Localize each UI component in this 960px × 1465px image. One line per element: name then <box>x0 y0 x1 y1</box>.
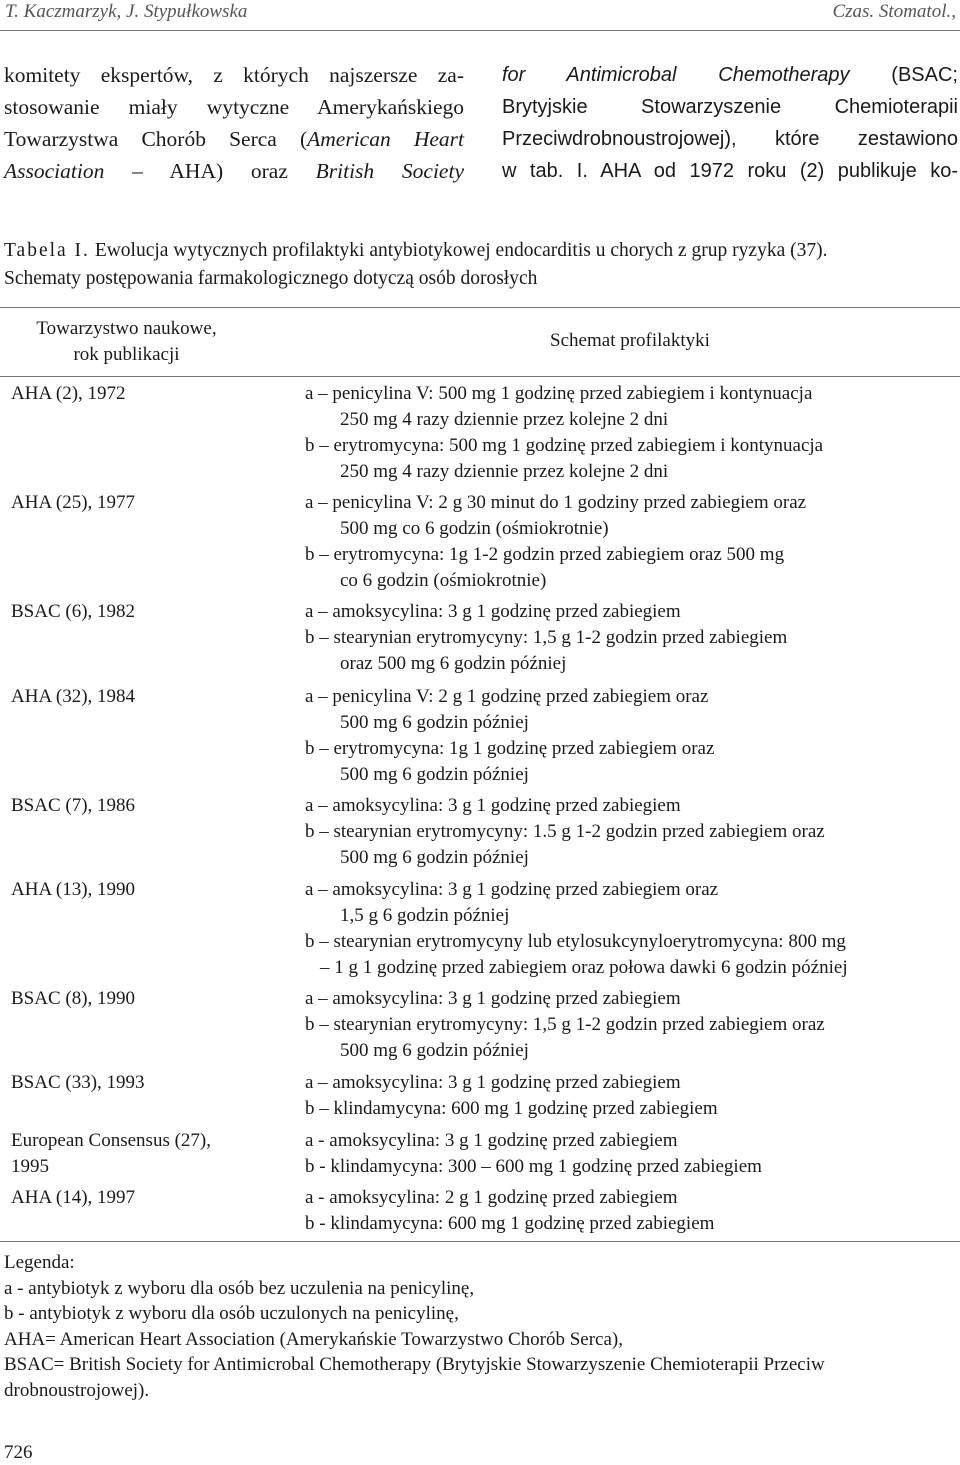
scheme-cell <box>305 490 960 594</box>
scheme-line: a – penicylina V: 500 mg 1 godzinę przed zabiegiem i kontynuacja <box>305 383 813 404</box>
legend-line: drobnoustrojowej). <box>4 1379 150 1401</box>
running-header-authors: T. Kaczmarzyk, J. Stypułkowska <box>5 1 248 22</box>
society-cell <box>11 877 281 903</box>
body-line: stosowanie miały wytyczne Amerykańskiego <box>4 95 464 119</box>
society-text: AHA (32), 1984 <box>11 686 136 707</box>
scheme-line: 1,5 g 6 godzin później <box>340 905 510 926</box>
column-header-line: Towarzystwo naukowe, <box>36 318 217 339</box>
scheme-line: a – amoksycylina: 3 g 1 godzinę przed zabiegiem <box>305 795 681 816</box>
table-label: Tabela I. <box>4 240 90 261</box>
body-line: Przeciwdrobnoustrojowej), które zestawiono <box>502 128 958 150</box>
body-text: Towarzystwa Chorób Serca ( <box>4 127 308 151</box>
page-number: 726 <box>4 1442 33 1463</box>
scheme-line: a – amoksycylina: 3 g 1 godzinę przed zabiegiem <box>305 988 681 1009</box>
scheme-line: b - klindamycyna: 600 mg 1 godzinę przed zabiegiem <box>305 1213 715 1234</box>
society-text: BSAC (8), 1990 <box>11 988 136 1009</box>
legend-line: a - antybiotyk z wyboru dla osób bez uczulenia na penicylinę, <box>4 1277 475 1299</box>
scheme-line: – 1 g 1 godzinę przed zabiegiem oraz połowa dawki 6 godzin później <box>320 957 848 978</box>
column-header-scheme: Schemat profilaktyki <box>550 330 710 351</box>
scheme-line: b – stearynian erytromycyny lub etylosukcynyloerytromycyna: 800 mg <box>305 931 846 952</box>
scheme-line: 500 mg 6 godzin później <box>340 847 529 868</box>
society-text: AHA (2), 1972 <box>11 383 126 404</box>
body-line: w tab. I. AHA od 1972 roku (2) publikuje ko- <box>502 160 958 182</box>
body-line <box>502 59 958 91</box>
scheme-cell <box>305 1185 960 1237</box>
scheme-line: 250 mg 4 razy dziennie przez kolejne 2 dni <box>340 409 669 430</box>
scheme-line: b – klindamycyna: 600 mg 1 godzinę przed zabiegiem <box>305 1098 718 1119</box>
scheme-cell <box>305 877 960 981</box>
header-divider <box>0 30 960 31</box>
body-text: (BSAC; <box>849 64 958 86</box>
body-line <box>4 123 464 155</box>
scheme-line: 500 mg 6 godzin później <box>340 1040 529 1061</box>
society-text: 1995 <box>11 1156 49 1177</box>
scheme-line: co 6 godzin (ośmiokrotnie) <box>340 570 547 591</box>
scheme-cell <box>305 599 960 677</box>
scheme-line: a – amoksycylina: 3 g 1 godzinę przed zabiegiem <box>305 1072 681 1093</box>
society-cell <box>11 490 281 516</box>
legend-title: Legenda: <box>4 1252 75 1273</box>
society-cell <box>11 1070 281 1096</box>
scheme-line: b - klindamycyna: 300 – 600 mg 1 godzinę przed zabiegiem <box>305 1156 762 1177</box>
legend-line: BSAC= British Society for Antimicrobal Chemotherapy (Brytyjskie Stowarzyszenie Chemioterapii Przeciw <box>4 1354 825 1375</box>
body-text-right-column <box>502 59 958 187</box>
society-cell <box>11 793 281 819</box>
scheme-line: a – penicylina V: 2 g 1 godzinę przed zabiegiem oraz <box>305 686 709 707</box>
society-cell <box>11 986 281 1012</box>
caption-line: Schematy postępowania farmakologicznego dotyczą osób dorosłych <box>4 268 538 289</box>
scheme-line: b – stearynian erytromycyny: 1,5 g 1-2 godzin przed zabiegiem oraz <box>305 1014 825 1035</box>
scheme-line: a - amoksycylina: 3 g 1 godzinę przed zabiegiem <box>305 1130 678 1151</box>
society-cell <box>11 684 281 710</box>
scheme-cell <box>305 1070 960 1122</box>
body-text-italic: Association <box>4 159 105 183</box>
society-cell <box>11 1185 281 1211</box>
body-line: Brytyjskie Stowarzyszenie Chemioterapii <box>502 96 958 118</box>
scheme-cell <box>305 1128 960 1180</box>
scheme-line: oraz 500 mg 6 godzin później <box>340 653 567 674</box>
scheme-line: a - amoksycylina: 2 g 1 godzinę przed zabiegiem <box>305 1187 678 1208</box>
society-cell <box>11 599 281 625</box>
scheme-line: 500 mg 6 godzin później <box>340 764 529 785</box>
society-text: AHA (14), 1997 <box>11 1187 136 1208</box>
body-text-italic: for Antimicrobal Chemotherapy <box>502 64 850 86</box>
scheme-line: 250 mg 4 razy dziennie przez kolejne 2 dni <box>340 461 669 482</box>
body-line: komitety ekspertów, z których najszersze za- <box>4 63 464 87</box>
running-header-journal: Czas. Stomatol., <box>832 1 956 22</box>
caption-text: Ewolucja wytycznych profilaktyki antybiotykowej endocarditis u chorych z grup ryzyka (37). <box>89 240 828 261</box>
scheme-line: a – amoksycylina: 3 g 1 godzinę przed zabiegiem <box>305 601 681 622</box>
society-text: BSAC (7), 1986 <box>11 795 136 816</box>
scheme-line: 500 mg 6 godzin później <box>340 712 529 733</box>
table-top-rule <box>0 307 960 308</box>
society-text: AHA (13), 1990 <box>11 879 136 900</box>
body-text-italic: British Society <box>315 159 464 183</box>
scheme-cell <box>305 793 960 871</box>
scheme-line: b – stearynian erytromycyny: 1,5 g 1-2 godzin przed zabiegiem <box>305 627 788 648</box>
society-text: European Consensus (27), <box>11 1130 211 1151</box>
column-header-line: rok publikacji <box>73 344 180 365</box>
scheme-line: b – stearynian erytromycyny: 1.5 g 1-2 godzin przed zabiegiem oraz <box>305 821 825 842</box>
scheme-cell <box>305 684 960 788</box>
column-header-society <box>4 316 249 368</box>
table-legend <box>4 1250 825 1403</box>
scheme-line: b – erytromycyna: 1g 1 godzinę przed zabiegiem oraz <box>305 738 715 759</box>
table-bottom-rule <box>0 1241 960 1242</box>
society-cell <box>11 1128 281 1180</box>
scheme-line: a – amoksycylina: 3 g 1 godzinę przed zabiegiem oraz <box>305 879 719 900</box>
scheme-cell <box>305 381 960 485</box>
scheme-line: b – erytromycyna: 1g 1-2 godzin przed zabiegiem oraz 500 mg <box>305 544 785 565</box>
scheme-line: b – erytromycyna: 500 mg 1 godzinę przed zabiegiem i kontynuacja <box>305 435 824 456</box>
caption-line <box>4 237 960 265</box>
scheme-line: 500 mg co 6 godzin (ośmiokrotnie) <box>340 518 609 539</box>
society-cell <box>11 381 281 407</box>
body-text: – AHA) oraz <box>104 159 316 183</box>
scheme-cell <box>305 986 960 1064</box>
body-text-left-column <box>4 59 464 187</box>
society-text: BSAC (6), 1982 <box>11 601 136 622</box>
body-text-italic: American Heart <box>307 127 465 151</box>
scheme-line: a – penicylina V: 2 g 30 minut do 1 godziny przed zabiegiem oraz <box>305 492 807 513</box>
legend-line: b - antybiotyk z wyboru dla osób uczulonych na penicylinę, <box>4 1303 459 1324</box>
society-text: BSAC (33), 1993 <box>11 1072 145 1093</box>
table-caption <box>4 237 960 293</box>
legend-line: AHA= American Heart Association (Amerykańskie Towarzystwo Chorób Serca), <box>4 1328 623 1350</box>
table-header-rule <box>0 376 960 377</box>
society-text: AHA (25), 1977 <box>11 492 136 513</box>
body-line <box>4 155 464 187</box>
